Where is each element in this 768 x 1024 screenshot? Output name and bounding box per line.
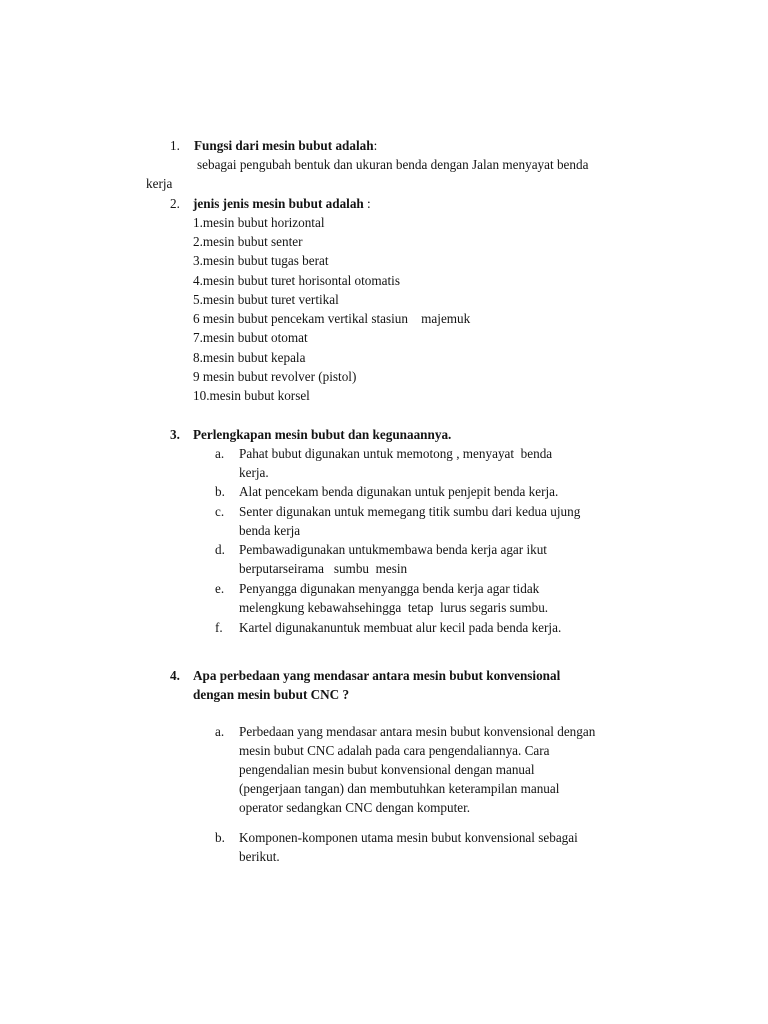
equipment-item-letter: d. [215, 542, 225, 557]
answer-a-line: (pengerjaan tangan) dan membutuhkan keterampilan manual [239, 781, 560, 796]
equipment-item-line: Pahat bubut digunakan untuk memotong , menyayat benda [239, 446, 553, 461]
equipment-item-letter: c. [215, 504, 225, 519]
answer-a-line: pengendalian mesin bubut konvensional dengan manual [239, 762, 535, 777]
question-4-number: 4. [170, 668, 180, 683]
question-1-title-wrap [194, 138, 377, 154]
question-1-colon: : [373, 138, 378, 153]
question-2-title: jenis jenis mesin bubut adalah [193, 196, 364, 211]
equipment-item-line: Senter digunakan untuk memegang titik sumbu dari kedua ujung [239, 504, 581, 519]
equipment-item-line: Alat pencekam benda digunakan untuk penjepit benda kerja. [239, 484, 559, 499]
equipment-item-line: melengkung kebawahsehingga tetap lurus segaris sumbu. [239, 600, 549, 615]
equipment-item-line: kerja. [239, 465, 269, 480]
answer-a-line: Perbedaan yang mendasar antara mesin bubut konvensional dengan [239, 724, 596, 739]
machine-type-item: 4.mesin bubut turet horisontal otomatis [193, 273, 400, 288]
question-3-number: 3. [170, 427, 180, 442]
question-4-title-line-1: Apa perbedaan yang mendasar antara mesin bubut konvensional [193, 668, 561, 683]
machine-type-item: 10.mesin bubut korsel [193, 388, 310, 403]
question-2-colon: : [363, 196, 371, 211]
answer-a-line: operator sedangkan CNC dengan komputer. [239, 800, 471, 815]
equipment-item-line: benda kerja [239, 523, 301, 538]
machine-type-item: 1.mesin bubut horizontal [193, 215, 325, 230]
machine-type-item: 6 mesin bubut pencekam vertikal stasiun majemuk [193, 311, 471, 326]
machine-type-item: 9 mesin bubut revolver (pistol) [193, 369, 357, 384]
answer-b-letter: b. [215, 830, 225, 845]
question-2-number: 2. [170, 196, 180, 211]
question-4-title-line-2: dengan mesin bubut CNC ? [193, 687, 350, 702]
question-2-title-wrap [193, 196, 371, 212]
answer-a-line: mesin bubut CNC adalah pada cara pengendaliannya. Cara [239, 743, 550, 758]
answer-a-letter: a. [215, 724, 225, 739]
answer-b-line: Komponen-komponen utama mesin bubut konvensional sebagai [239, 830, 578, 845]
equipment-item-letter: e. [215, 581, 225, 596]
question-1-number: 1. [170, 138, 180, 153]
machine-type-item: 2.mesin bubut senter [193, 234, 303, 249]
equipment-item-line: Penyangga digunakan menyangga benda kerja agar tidak [239, 581, 540, 596]
equipment-item-line: Kartel digunakanuntuk membuat alur kecil pada benda kerja. [239, 620, 562, 635]
question-1-answer-line-1: sebagai pengubah bentuk dan ukuran benda dengan Jalan menyayat benda [197, 157, 589, 172]
question-1-title: Fungsi dari mesin bubut adalah [194, 138, 374, 153]
equipment-item-letter: f. [215, 620, 223, 635]
machine-type-item: 8.mesin bubut kepala [193, 350, 306, 365]
answer-b-line: berikut. [239, 849, 280, 864]
question-3-title: Perlengkapan mesin bubut dan kegunaannya. [193, 427, 452, 442]
equipment-item-letter: b. [215, 484, 225, 499]
equipment-item-line: Pembawadigunakan untukmembawa benda kerja agar ikut [239, 542, 547, 557]
machine-type-item: 3.mesin bubut tugas berat [193, 253, 329, 268]
equipment-item-letter: a. [215, 446, 225, 461]
equipment-item-line: berputarseirama sumbu mesin [239, 561, 408, 576]
machine-type-item: 7.mesin bubut otomat [193, 330, 308, 345]
machine-type-item: 5.mesin bubut turet vertikal [193, 292, 339, 307]
question-1-answer-line-2: kerja [146, 176, 173, 191]
